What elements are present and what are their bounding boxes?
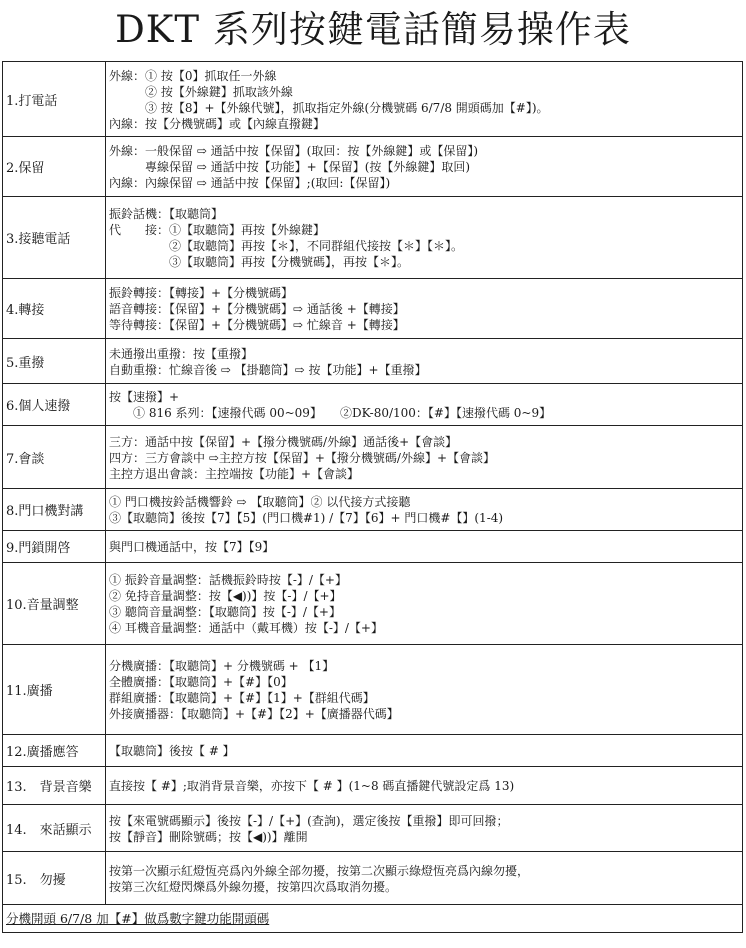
instruction-line: 未通撥出重撥：按【重撥】	[109, 346, 254, 361]
table-row	[3, 805, 742, 852]
instruction-line: 外線：一般保留 ⇨ 通話中按【保留】(取回：按【外線鍵】或【保留】)	[109, 144, 479, 158]
row-content	[109, 564, 739, 644]
instruction-line: 專線保留 ⇨ 通話中按【功能】+【保留】(按【外線鍵】取回)	[109, 160, 471, 174]
row-content	[109, 280, 739, 338]
row-label-text: 7.會談	[6, 451, 45, 467]
table-row	[3, 426, 742, 489]
instruction-line: 內線：內線保留 ⇨ 通話中按【保留】;(取回:【保留】)	[109, 176, 391, 190]
row-label	[3, 852, 106, 904]
row-label-text: 5.重撥	[6, 355, 45, 371]
instruction-line: 按【速撥】+	[109, 390, 180, 404]
row-label-text: 12.廣播應答	[6, 745, 79, 760]
row-label	[3, 805, 106, 851]
table-row	[3, 531, 742, 563]
table-row	[3, 852, 742, 905]
row-label-text: 6.個人速撥	[6, 399, 71, 414]
table-row	[3, 645, 742, 735]
row-label-text: 8.門口機對講	[6, 504, 84, 519]
row-label	[3, 563, 106, 644]
row-content	[109, 198, 739, 278]
row-content	[109, 853, 739, 904]
row-content	[109, 806, 739, 851]
instruction-line: 直接按【 #】;取消背景音樂，亦按下【 # 】(1~8 碼直播鍵代號設定爲 13)	[109, 779, 515, 793]
table-row	[3, 735, 742, 767]
table-row	[3, 197, 742, 279]
row-label	[3, 339, 106, 383]
table-row	[3, 339, 742, 384]
instruction-line: 語音轉接：【保留】+【分機號碼】⇨ 通話後 +【轉接】	[109, 302, 405, 316]
table-row	[3, 62, 742, 137]
row-label	[3, 531, 106, 562]
row-label	[3, 645, 106, 734]
row-content	[109, 646, 739, 734]
row-content	[109, 385, 739, 425]
instruction-line: 等待轉接：【保留】+【分機號碼】⇨ 忙線音 +【轉接】	[109, 318, 405, 332]
row-label	[3, 279, 106, 338]
instruction-line: 全體廣播：【取聽筒】+【#】【0】	[109, 675, 293, 689]
instruction-line: 內線：按【分機號碼】或【內線直撥鍵】	[109, 116, 326, 131]
table-row	[3, 563, 742, 645]
row-label-text: 2.保留	[6, 161, 45, 176]
instruction-line: ③【取聽筒】後按【7】【5】(門口機#1) /【7】【6】+ 門口機#【】(1-4)	[109, 511, 504, 525]
row-content	[109, 138, 739, 196]
instruction-line: 自動重撥：忙線音後 ⇨ 【掛聽筒】⇨ 按【功能】+【重撥】	[109, 362, 427, 377]
instruction-line: 振鈴轉接：【轉接】+【分機號碼】	[109, 286, 294, 300]
row-content	[109, 340, 739, 383]
footer-row	[3, 905, 742, 931]
row-content	[109, 532, 739, 562]
footer-note	[3, 905, 269, 931]
table-row	[3, 489, 742, 531]
row-content	[109, 736, 739, 766]
instruction-line: ③ 聽筒音量調整：【取聽筒】按【-】/【+】	[109, 605, 341, 619]
row-label-text: 4.轉接	[6, 303, 45, 318]
page-title: DKT 系列按鍵電話簡易操作表	[115, 8, 631, 51]
table-row	[3, 384, 742, 426]
row-label-text: 15. 勿擾	[6, 872, 66, 888]
row-label-text: 3.接聽電話	[6, 232, 71, 247]
instruction-line: ②【取聽筒】再按【＊】，不同群組代接按【＊】【＊】。	[109, 239, 464, 253]
row-label-text: 9.門鎖開啓	[6, 541, 71, 556]
table-row	[3, 767, 742, 805]
instruction-line: ① 振鈴音量調整：話機振鈴時按【-】/【+】	[109, 573, 347, 587]
instruction-line: 外接廣播器：【取聽筒】+【#】【2】+【廣播器代碼】	[109, 707, 399, 721]
instruction-line: 按【來電號碼顯示】後按【-】/【+】(查詢)，選定後按【重撥】即可回撥；	[109, 813, 509, 828]
instruction-line: 分機廣播：【取聽筒】+ 分機號碼 + 【1】	[109, 659, 335, 673]
instruction-line: 三方：通話中按【保留】+【撥分機號碼/外線】通話後+【會談】	[109, 434, 458, 449]
instruction-line: 外線：① 按【0】抓取任一外線	[109, 68, 277, 83]
row-label-text: 10.音量調整	[6, 598, 79, 613]
instruction-line: 代 接：①【取聽筒】再按【外線鍵】	[109, 223, 326, 237]
instruction-line: 按第三次紅燈閃爍爲外線勿擾，按第四次爲取消勿擾。	[109, 879, 398, 894]
instruction-line: 振鈴話機：【取聽筒】	[109, 207, 224, 221]
row-label-text: 13. 背景音樂	[6, 780, 92, 795]
row-content	[109, 427, 739, 488]
row-label-text: 14. 來話顯示	[6, 822, 92, 838]
row-label-text: 11.廣播	[6, 684, 53, 699]
instruction-line: 群組廣播：【取聽筒】+【#】【1】+【群組代碼】	[109, 691, 375, 705]
instruction-line: ③ 按【8】+【外線代號】，抓取指定外線(分機號碼 6/7/8 開頭碼加【#】)。	[109, 100, 549, 115]
footer-text: 分機開頭 6/7/8 加【#】做爲數字鍵功能開頭碼	[6, 911, 270, 926]
instruction-line: ④ 耳機音量調整：通話中（戴耳機）按【-】/【+】	[109, 621, 383, 635]
instruction-line: 主控方退出會談：主控端按【功能】+【會談】	[109, 466, 360, 481]
row-label-text: 1.打電話	[6, 93, 58, 109]
instruction-line: 按第一次顯示紅燈恆亮爲內外線全部勿擾，按第二次顯示綠燈恆亮爲內線勿擾，	[109, 863, 530, 878]
instruction-line: 按【靜音】刪除號碼；按【◀))】離開	[109, 829, 308, 844]
row-content	[109, 63, 739, 136]
instruction-line: ② 按【外線鍵】抓取該外線	[109, 84, 293, 99]
row-label	[3, 137, 106, 196]
instruction-line: ② 免持音量調整：按【◀))】按【-】/【+】	[109, 589, 342, 603]
row-label	[3, 426, 106, 488]
table-row	[3, 279, 742, 339]
row-label	[3, 489, 106, 530]
operation-table	[2, 61, 743, 933]
instruction-line: ① 門口機按鈴話機響鈴 ⇨ 【取聽筒】② 以代接方式接聽	[109, 495, 411, 509]
row-content	[109, 768, 739, 804]
table-row	[3, 137, 742, 197]
instruction-line: ① 816 系列：【速撥代碼 00~09】 ②DK-80/100：【#】【速撥代碼 0~9】	[109, 406, 552, 420]
instruction-line: ③【取聽筒】再按【分機號碼】，再按【＊】。	[109, 255, 410, 269]
row-label	[3, 735, 106, 766]
row-content	[109, 490, 739, 530]
instruction-line: 四方：三方會談中 ⇨主控方按【保留】+【撥分機號碼/外線】+【會談】	[109, 450, 496, 465]
row-label	[3, 62, 106, 136]
row-label	[3, 384, 106, 425]
row-label	[3, 197, 106, 278]
row-label	[3, 767, 106, 804]
instruction-line: 【取聽筒】後按【 # 】	[109, 744, 235, 758]
instruction-line: 與門口機通話中，按【7】【9】	[109, 540, 275, 554]
